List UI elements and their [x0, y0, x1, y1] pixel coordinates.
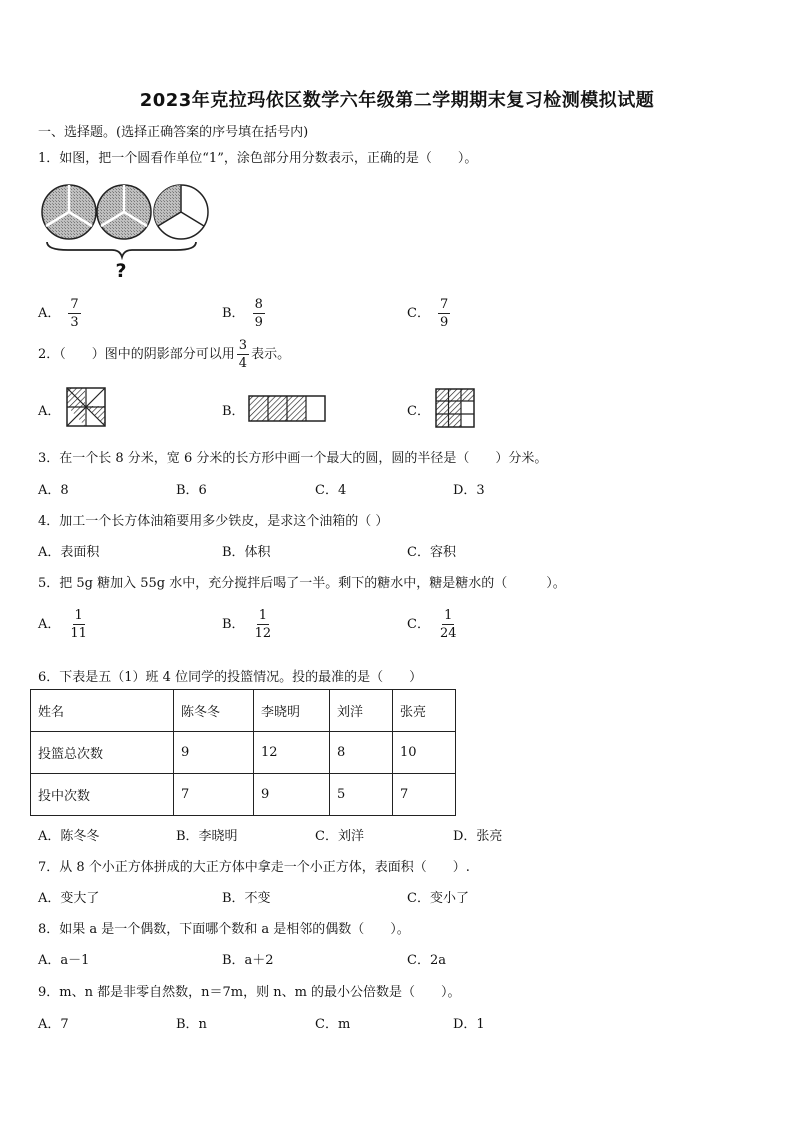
denominator: 4 — [238, 356, 248, 371]
denominator: 24 — [439, 626, 457, 641]
table-cell: 8 — [330, 732, 393, 774]
q3-option-a[interactable]: A．8 — [38, 483, 69, 498]
q6-option-d[interactable]: D．张亮 — [453, 829, 503, 844]
q2-figure-c — [435, 388, 475, 428]
q2-suffix: 表示。 — [251, 347, 291, 362]
question-9-stem: 9．m、n 都是非零自然数，n＝7m，则 n、m 的最小公倍数是（ ）。 — [38, 985, 461, 1000]
q3-option-d[interactable]: D．3 — [453, 483, 485, 498]
q2-option-c[interactable] — [407, 400, 430, 419]
option-letter: A． — [38, 306, 61, 321]
q5-option-c[interactable] — [407, 608, 459, 641]
option-letter: A． — [38, 404, 61, 419]
q6-option-b[interactable]: B．李晓明 — [176, 829, 238, 844]
question-mark: ? — [115, 260, 127, 282]
section-heading: 一、选择题。(选择正确答案的序号填在括号内) — [38, 125, 309, 140]
q8-option-a[interactable]: A．a－1 — [38, 953, 90, 968]
q1-option-a[interactable] — [38, 297, 81, 330]
table-cell: 姓名 — [31, 690, 174, 732]
q2-option-a[interactable] — [38, 400, 60, 419]
option-letter: A． — [38, 617, 61, 632]
q1-circles-figure — [38, 183, 218, 283]
numerator: 3 — [238, 338, 248, 353]
numerator: 1 — [444, 608, 453, 623]
question-8-stem: 8．如果 a 是一个偶数，下面哪个数和 a 是相邻的偶数（ ）。 — [38, 922, 410, 937]
fraction — [237, 338, 249, 371]
table-cell: 7 — [174, 774, 254, 816]
denominator: 3 — [70, 315, 79, 330]
table-cell: 刘洋 — [330, 690, 393, 732]
brace — [47, 242, 196, 257]
question-4-stem: 4．加工一个长方体油箱要用多少铁皮，是求这个油箱的（ ） — [38, 514, 389, 529]
q9-option-a[interactable]: A．7 — [38, 1017, 69, 1032]
basketball-table — [30, 689, 456, 816]
table-cell: 投中次数 — [31, 774, 174, 816]
page-title: 2023年克拉玛依区数学六年级第二学期期末复习检测模拟试题 — [139, 90, 655, 111]
fraction — [438, 297, 450, 330]
circle-full-2 — [97, 185, 151, 239]
table-cell: 李晓明 — [254, 690, 330, 732]
table-cell: 7 — [393, 774, 456, 816]
table-row — [31, 774, 456, 816]
table-row — [31, 732, 456, 774]
denominator: 9 — [254, 315, 263, 330]
fraction — [68, 608, 89, 641]
fraction — [68, 297, 80, 330]
table-cell: 9 — [254, 774, 330, 816]
table-cell: 张亮 — [393, 690, 456, 732]
table-cell: 10 — [393, 732, 456, 774]
option-letter: B． — [222, 617, 245, 632]
option-letter: B． — [222, 306, 245, 321]
q2-prefix: 2．（ ）图中的阴影部分可以用 — [38, 347, 235, 362]
q3-option-c[interactable]: C．4 — [315, 483, 347, 498]
fraction — [253, 297, 265, 330]
option-letter: C． — [407, 306, 430, 321]
q5-option-a[interactable] — [38, 608, 89, 641]
numerator: 7 — [70, 297, 79, 312]
q2-option-b[interactable] — [222, 400, 245, 419]
table-cell: 5 — [330, 774, 393, 816]
fraction — [438, 608, 459, 641]
q9-option-b[interactable]: B．n — [176, 1017, 207, 1032]
table-cell: 投篮总次数 — [31, 732, 174, 774]
table-cell: 陈冬冬 — [174, 690, 254, 732]
question-7-stem: 7．从 8 个小正方体拼成的大正方体中拿走一个小正方体，表面积（ ）. — [38, 860, 470, 875]
numerator: 7 — [439, 297, 449, 312]
circle-partial — [154, 185, 208, 239]
circle-full-1 — [42, 185, 96, 239]
q8-option-b[interactable]: B．a＋2 — [222, 953, 274, 968]
q6-option-a[interactable]: A．陈冬冬 — [38, 829, 100, 844]
table-row — [31, 690, 456, 732]
option-letter: C． — [407, 617, 430, 632]
question-2-stem — [38, 338, 290, 371]
table-cell: 12 — [254, 732, 330, 774]
question-6-stem: 6．下表是五（1）班 4 位同学的投篮情况。投的最准的是（ ） — [38, 670, 423, 685]
denominator: 12 — [254, 626, 272, 641]
numerator: 8 — [254, 297, 263, 312]
q6-option-c[interactable]: C．刘洋 — [315, 829, 364, 844]
question-1-stem: 1．如图，把一个圆看作单位“1”，涂色部分用分数表示，正确的是（ ）。 — [38, 151, 478, 166]
option-letter: C． — [407, 404, 430, 419]
numerator: 1 — [258, 608, 267, 623]
q5-option-b[interactable] — [222, 608, 273, 641]
table-cell: 9 — [174, 732, 254, 774]
q7-option-b[interactable]: B．不变 — [222, 891, 271, 906]
question-3-stem: 3．在一个长 8 分米，宽 6 分米的长方形中画一个最大的圆，圆的半径是（ ）分米。 — [38, 451, 548, 466]
denominator: 11 — [70, 626, 87, 641]
q8-option-c[interactable]: C．2a — [407, 953, 446, 968]
q1-option-b[interactable] — [222, 297, 265, 330]
q4-option-a[interactable]: A．表面积 — [38, 545, 100, 560]
q7-option-c[interactable]: C．变小了 — [407, 891, 469, 906]
q3-option-b[interactable]: B．6 — [176, 483, 207, 498]
q2-figure-b — [248, 395, 326, 422]
q4-option-b[interactable]: B．体积 — [222, 545, 271, 560]
numerator: 1 — [74, 608, 83, 623]
q9-option-c[interactable]: C．m — [315, 1017, 351, 1032]
question-5-stem: 5．把 5g 糖加入 55g 水中，充分搅拌后喝了一半。剩下的糖水中，糖是糖水的（ ）。 — [38, 576, 566, 591]
q4-option-c[interactable]: C．容积 — [407, 545, 456, 560]
q9-option-d[interactable]: D．1 — [453, 1017, 485, 1032]
fraction — [253, 608, 274, 641]
denominator: 9 — [439, 315, 449, 330]
q1-option-c[interactable] — [407, 297, 450, 330]
q2-figure-a — [66, 387, 106, 427]
option-letter: B． — [222, 404, 245, 419]
q7-option-a[interactable]: A．变大了 — [38, 891, 100, 906]
